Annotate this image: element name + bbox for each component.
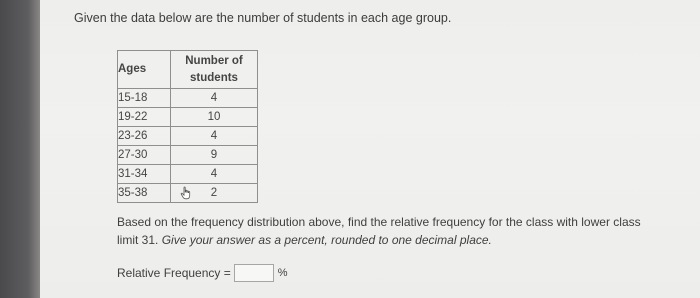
percent-unit: % [277, 267, 288, 279]
prompt-line-2 [117, 233, 492, 247]
table-row [118, 89, 258, 108]
question-intro: Given the data below are the number of students in each age group. [74, 11, 452, 25]
age-cell: 23-26 [118, 127, 171, 146]
header-ages: Ages [118, 51, 171, 89]
count-value: 2 [210, 186, 218, 199]
table-row [118, 184, 258, 203]
hand-pointer-icon [179, 186, 193, 200]
relative-frequency-input[interactable] [234, 264, 274, 282]
count-cell: 4 [171, 165, 258, 184]
count-cell: 9 [171, 146, 258, 165]
header-count-line2: students [190, 71, 238, 84]
header-number-of-students [171, 51, 258, 89]
table-row [118, 165, 258, 184]
table-row [118, 146, 258, 165]
count-cell-with-cursor [171, 184, 258, 203]
prompt-line-2-text: limit 31. [117, 233, 162, 247]
prompt-instructions: Give your answer as a percent, rounded to one decimal place. [161, 233, 492, 247]
prompt-line-1: Based on the frequency distribution above, find the relative frequency for the class with lower class [117, 215, 641, 229]
left-edge-strip [0, 0, 40, 298]
count-cell: 10 [171, 108, 258, 127]
header-count-line1: Number of [185, 54, 243, 67]
table-header-row [118, 51, 258, 89]
answer-label: Relative Frequency = [117, 266, 231, 280]
age-cell: 15-18 [118, 89, 171, 108]
count-cell: 4 [171, 127, 258, 146]
age-cell: 19-22 [118, 108, 171, 127]
age-cell: 31-34 [118, 165, 171, 184]
table-row [118, 108, 258, 127]
table-row [118, 127, 258, 146]
age-cell: 27-30 [118, 146, 171, 165]
count-cell: 4 [171, 89, 258, 108]
frequency-table [117, 50, 258, 203]
age-cell: 35-38 [118, 184, 171, 203]
answer-row [117, 264, 288, 282]
